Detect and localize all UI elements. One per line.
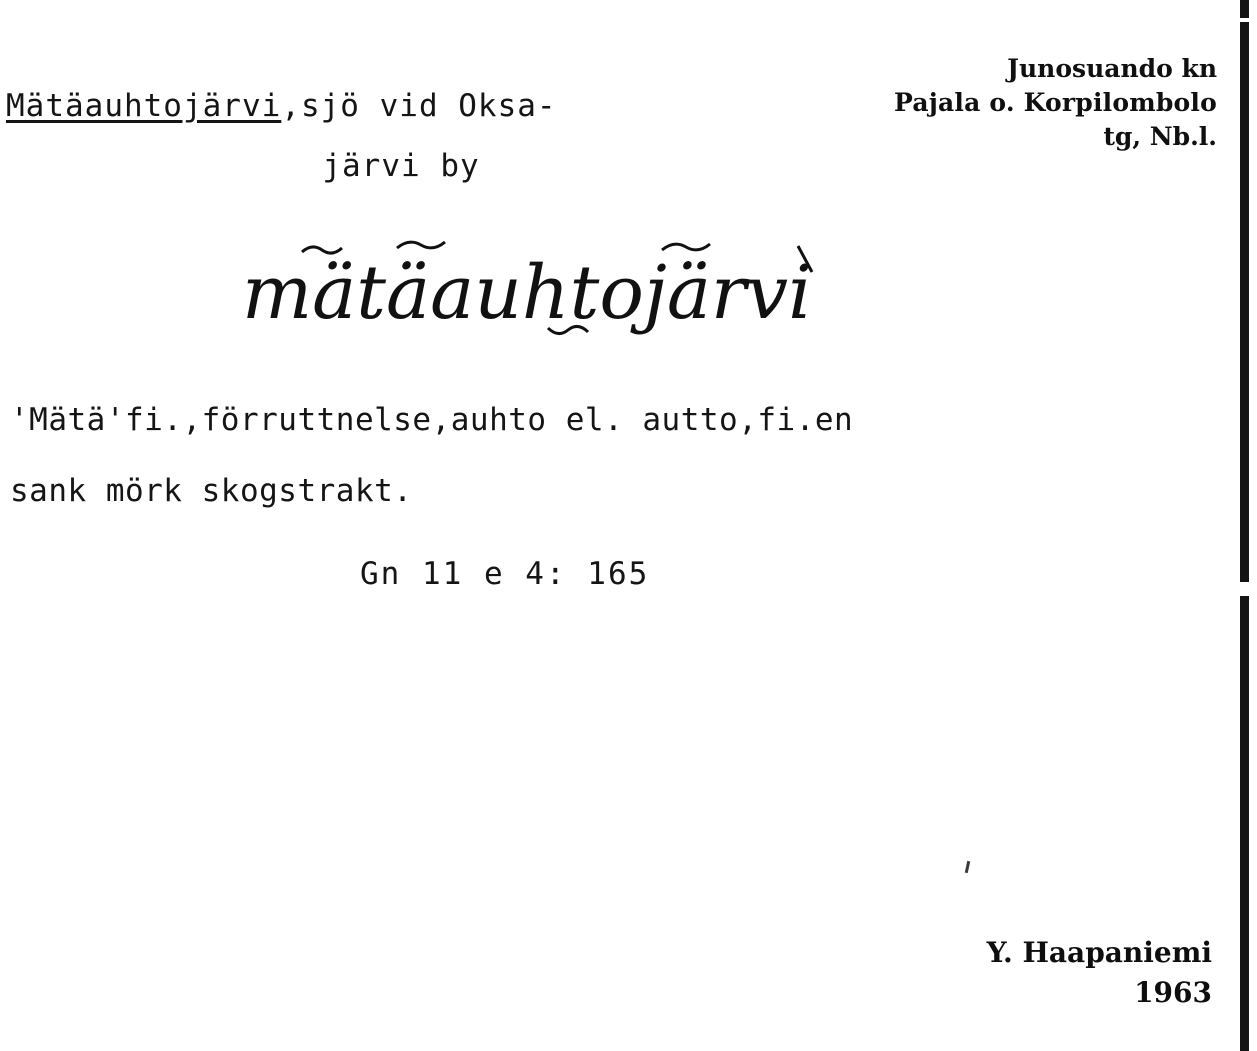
parish-region-block (787, 52, 1217, 154)
scan-edge-artifact-lower (1240, 596, 1249, 1051)
headword-line (6, 88, 796, 124)
headword-continuation: järvi by (322, 148, 480, 184)
handwritten-form (232, 236, 972, 356)
headword-row (6, 88, 796, 124)
headword-rest: ,sjö vid Oksa- (281, 88, 557, 124)
etymology-line-1: 'Mätä'fi.,förruttnelse,auhto el. autto,fi.en (10, 402, 854, 438)
headword-term: Mätäauhtojärvi (6, 88, 282, 124)
scan-edge-artifact-upper (1240, 22, 1249, 582)
signature-name: Y. Haapaniemi (986, 936, 1212, 969)
etymology-line-2: sank mörk skogstrakt. (10, 473, 413, 509)
source-reference: Gn 11 e 4: 165 (360, 556, 650, 592)
etymology-block (10, 385, 1225, 527)
handwritten-form-glyphs (232, 236, 972, 356)
signature-block (987, 933, 1212, 1013)
signature-year: 1963 (1134, 976, 1212, 1009)
parish-line-1: Junosuando kn (1007, 54, 1217, 83)
ink-speck (965, 861, 970, 873)
tilde-stroke-2 (397, 242, 445, 248)
parish-line-3: tg, Nb.l. (1103, 122, 1217, 151)
parish-line-2: Pajala o. Korpilombolo (894, 88, 1217, 117)
scan-edge-artifact-top (1240, 0, 1249, 18)
handwritten-form-text: mätäauhtojärvi (242, 250, 812, 336)
